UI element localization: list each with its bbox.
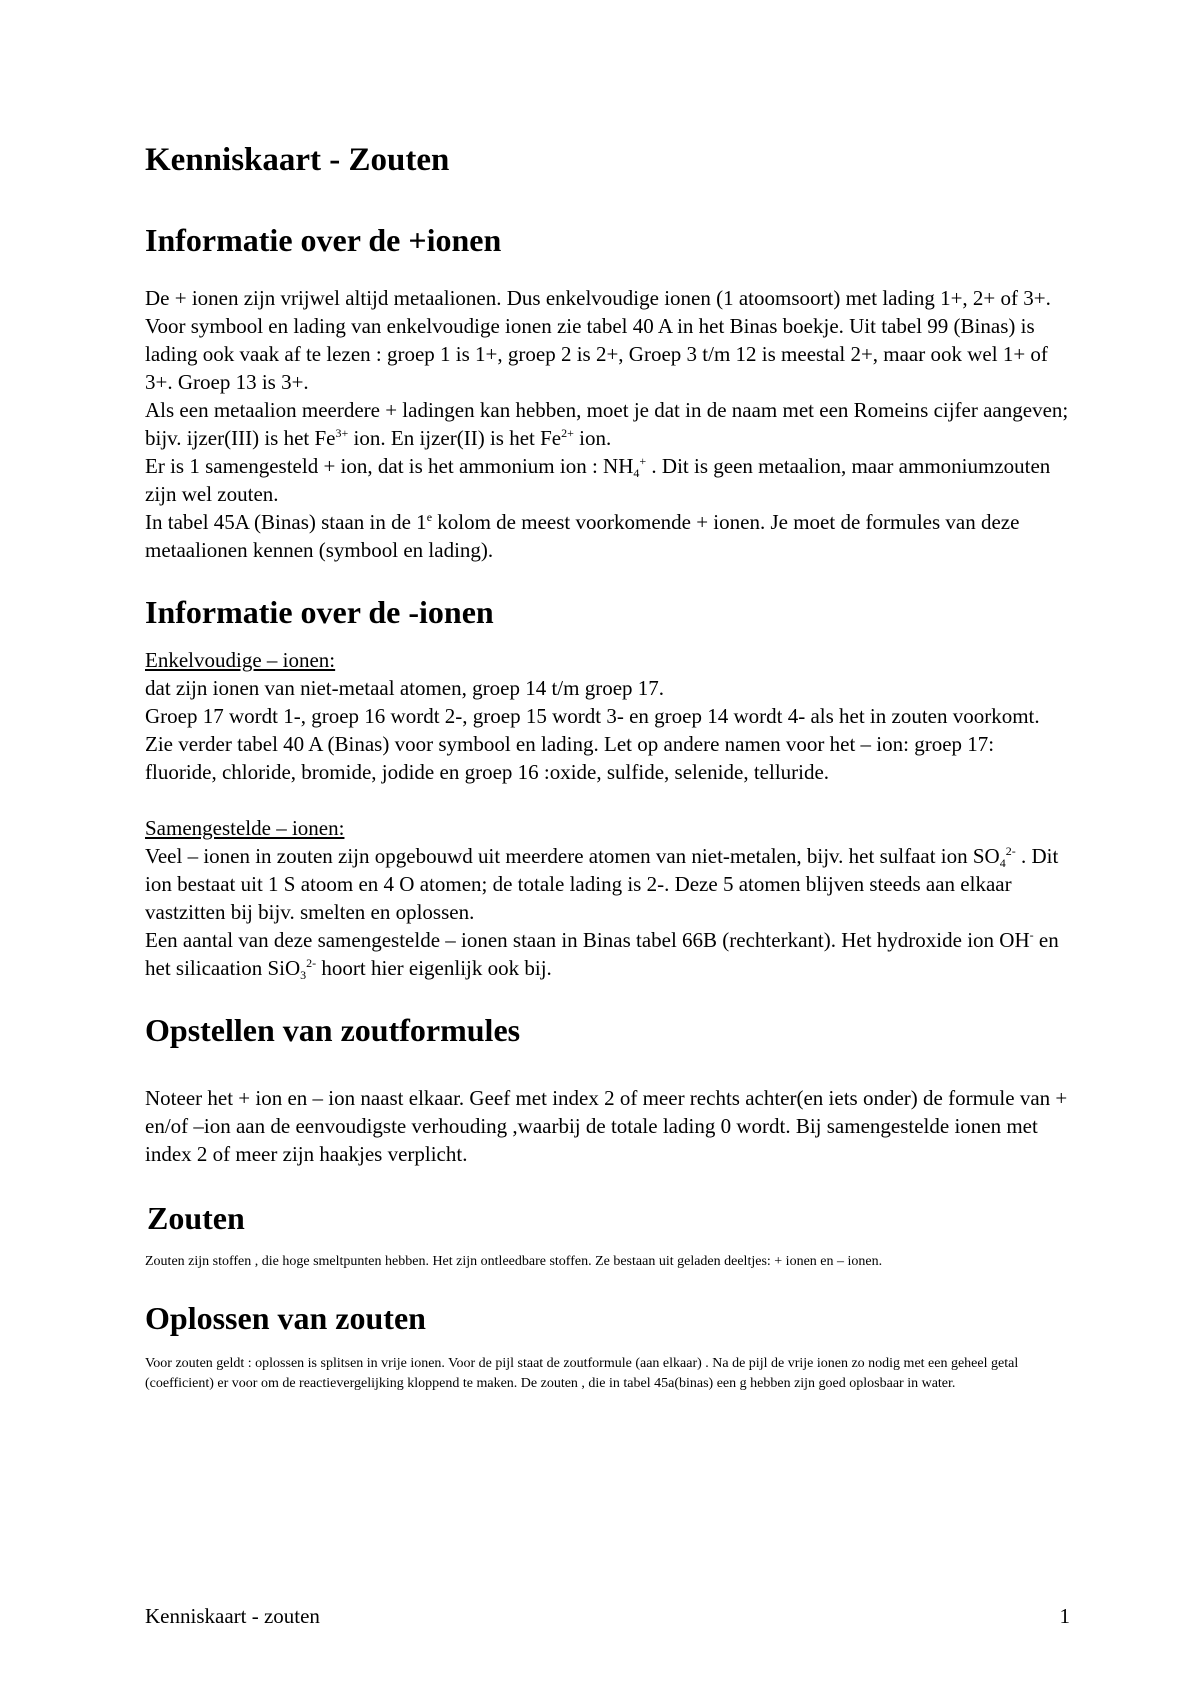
plus-ions-paragraph-3: Er is 1 samengesteld + ion, dat is het ammonium ion : $NH_4^+$ . Dit is geen metaalion, maar ammoniumzouten zijn wel zouten. bbox=[145, 454, 1051, 506]
heading-plus-ions: Informatie over de +ionen bbox=[145, 222, 502, 258]
minus-ions-paragraph-3: Veel – ionen in zouten zijn opgebouwd uit meerdere atomen van niet-metalen, bijv. het sulfaat ion $SO_4^{2-}$ . Dit ion bestaat uit 1 S atoom en 4 O atomen; de totale lading is 2-. Deze 5 atomen blijven steeds aan elkaar vastzitten bij bijv. smelten en oplossen. bbox=[145, 844, 1059, 924]
charge-superscript: 2+ bbox=[561, 426, 574, 440]
footer-title: Kenniskaart - zouten bbox=[145, 1604, 320, 1628]
heading-minus-ions: Informatie over de -ionen bbox=[145, 594, 494, 630]
page-number: 1 bbox=[1059, 1604, 1070, 1628]
plus-ions-paragraph-4: In tabel 45A (Binas) staan in de 1e kolom de meest voorkomende + ionen. Je moet de formules van deze metaalionen kennen (symbool en lading). bbox=[145, 510, 1020, 562]
heading-dissolving-salts: Oplossen van zouten bbox=[145, 1300, 426, 1336]
document-title: Kenniskaart - Zouten bbox=[145, 142, 450, 178]
heading-salts: Zouten bbox=[147, 1200, 245, 1236]
charge-superscript: 3+ bbox=[335, 426, 349, 440]
charge-superscript: + bbox=[639, 454, 647, 468]
plus-ions-paragraph-1: De + ionen zijn vrijwel altijd metaalionen. Dus enkelvoudige ionen (1 atoomsoort) met lading 1+, 2+ of 3+. Voor symbool en lading van enkelvoudige ionen zie tabel 40 A in het Binas boekje. Uit tabel 99 (Binas) is lading ook vaak af te lezen : groep 1 is 1+, groep 2 is 2+, Groep 3 t/m 12 is meestal 2+, maar ook wel 1+ of 3+. Groep 13 is 3+. bbox=[145, 286, 1051, 394]
subheading-simple-ions: Enkelvoudige – ionen: bbox=[145, 648, 336, 672]
charge-superscript: 2- bbox=[306, 956, 317, 970]
ordinal-superscript: e bbox=[426, 510, 433, 524]
salts-paragraph: Zouten zijn stoffen , die hoge smeltpunten hebben. Het zijn ontleedbare stoffen. Ze bestaan uit geladen deeltjes: + ionen en – ionen. bbox=[145, 1254, 883, 1269]
index-subscript: 4 bbox=[999, 856, 1006, 870]
page-footer bbox=[145, 1602, 1070, 1630]
document-content bbox=[145, 140, 1070, 1394]
subheading-compound-ions: Samengestelde – ionen: bbox=[145, 816, 345, 840]
salt-formulas-paragraph: Noteer het + ion en – ion naast elkaar. Geef met index 2 of meer rechts achter(en iets onder) de formule van + en/of –ion aan de eenvoudigste verhouding ,waarbij de totale lading 0 wordt. Bij samengestelde ionen met index 2 of meer zijn haakjes verplicht. bbox=[145, 1086, 1068, 1166]
minus-ions-paragraph-2: Groep 17 wordt 1-, groep 16 wordt 2-, groep 15 wordt 3- en groep 14 wordt 4- als het in zouten voorkomt. Zie verder tabel 40 A (Binas) voor symbool en lading. Let op andere namen voor het – ion: groep 17: fluoride, chloride, bromide, jodide en groep 16 :oxide, sulfide, selenide, telluride. bbox=[145, 704, 1040, 784]
heading-salt-formulas: Opstellen van zoutformules bbox=[145, 1012, 521, 1048]
index-subscript: 3 bbox=[300, 968, 307, 982]
minus-ions-paragraph-1: dat zijn ionen van niet-metaal atomen, groep 14 t/m groep 17. bbox=[145, 676, 665, 700]
charge-superscript: - bbox=[1029, 928, 1034, 942]
dissolving-paragraph: Voor zouten geldt : oplossen is splitsen in vrije ionen. Voor de pijl staat de zoutformule (aan elkaar) . Na de pijl de vrije ionen zo nodig met een geheel getal (coefficient) er voor om de reactievergelijking kloppend te maken. De zouten , die in tabel 45a(binas) een g hebben zijn goed oplosbaar in water. bbox=[145, 1356, 1019, 1391]
minus-ions-paragraph-4: Een aantal van deze samengestelde – ionen staan in Binas tabel 66B (rechterkant). Het hydroxide ion OH- en het silicaation SiO$_3^{2-}$ hoort hier eigenlijk ook bij. bbox=[145, 928, 1059, 982]
charge-superscript: 2- bbox=[1005, 844, 1016, 858]
plus-ions-paragraph-2: Als een metaalion meerdere + ladingen kan hebben, moet je dat in de naam met een Romeins cijfer aangeven; bijv. ijzer(III) is het $Fe^{3+}$ ion. En ijzer(II) is het $Fe^{2+}$ ion. bbox=[145, 398, 1069, 450]
index-subscript: 4 bbox=[633, 466, 640, 480]
